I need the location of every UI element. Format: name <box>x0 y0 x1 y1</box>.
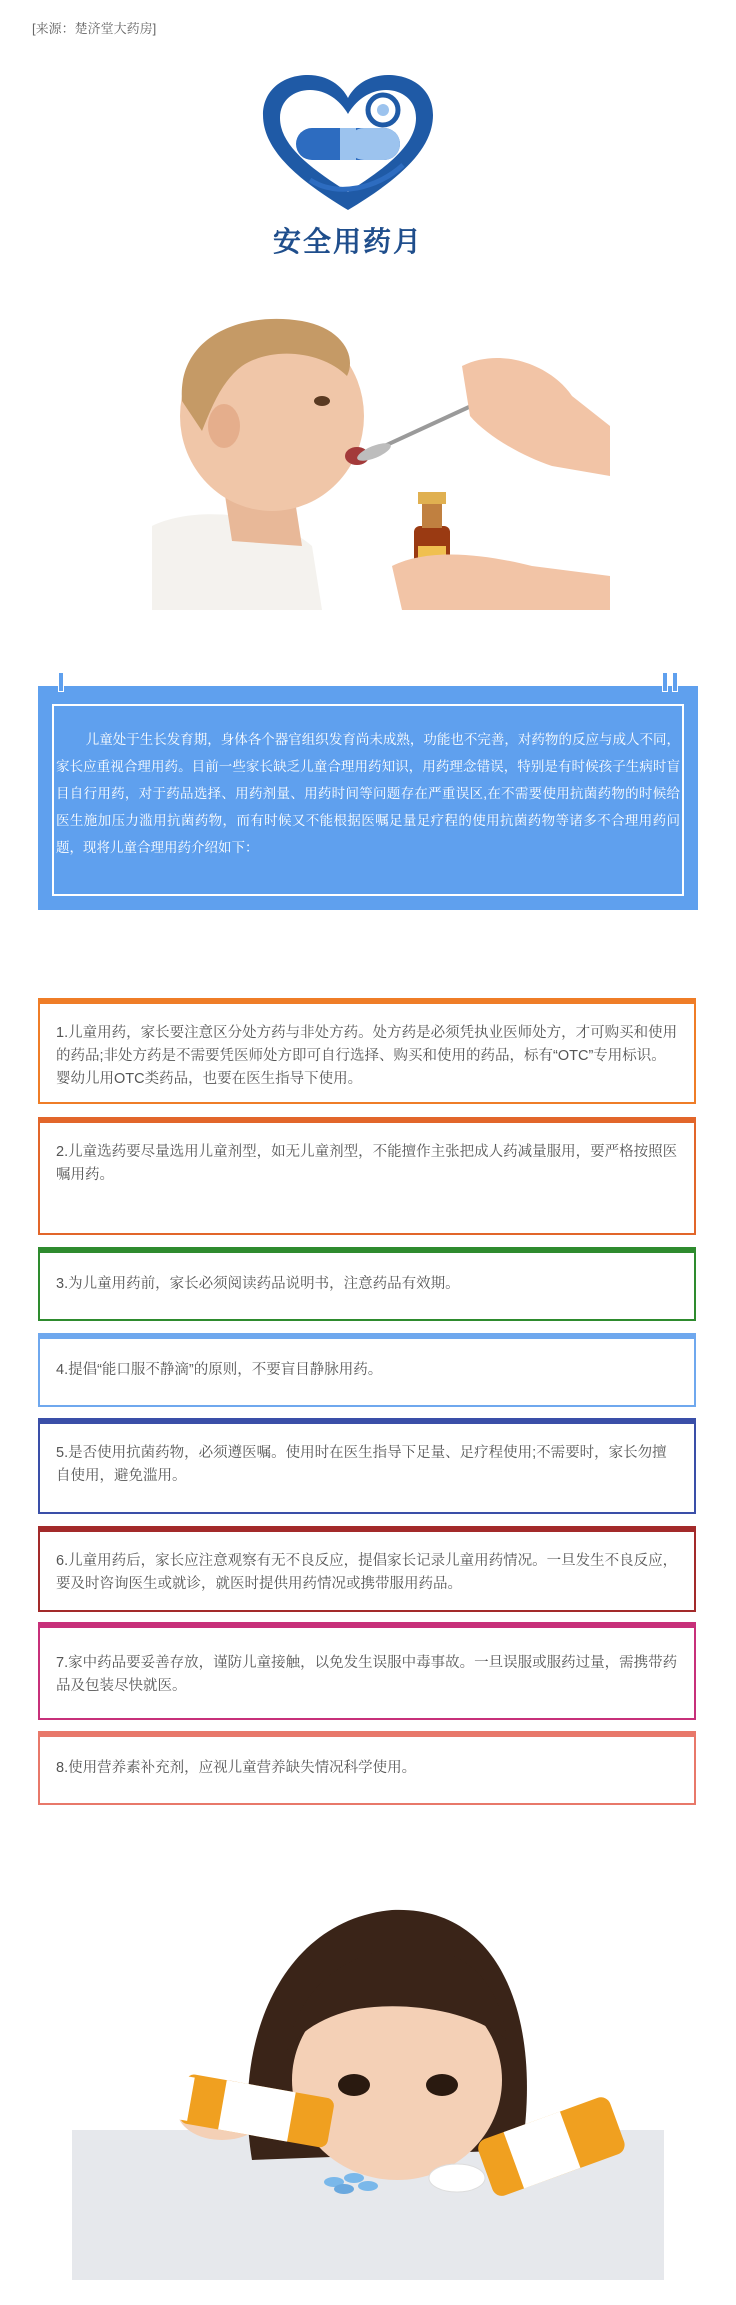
tip-item-8 <box>38 1731 696 1805</box>
girl-pills-photo <box>72 1880 664 2280</box>
tip-item-6 <box>38 1526 696 1612</box>
tip-item-5 <box>38 1418 696 1514</box>
tip-text-1: 1.儿童用药，家长要注意区分处方药与非处方药。处方药是必须凭执业医师处方，才可购买和使用的药品;非处方药是不需要凭医师处方即可自行选择、购买和使用的药品，标有“OTC”专用标识。婴幼儿用OTC类药品，也要在医生指导下使用。 <box>56 1025 678 1087</box>
safe-medication-logo <box>258 70 438 270</box>
intro-paragraph: 儿童处于生长发育期，身体各个器官组织发育尚未成熟，功能也不完善，对药物的反应与成人不同，家长应重视合理用药。目前一些家长缺乏儿童合理用药知识，用药理念错误，特别是有时候孩子生病时盲目自行用药，对于药品选择、用药剂量、用药时间等问题存在严重误区,在不需要使用抗菌药物的时候给医生施加压力滥用抗菌药物，而有时候又不能根据医嘱足量足疗程的使用抗菌药物等诸多不合理用药问题，现将儿童合理用药介绍如下： <box>56 732 680 855</box>
tip-text-6: 6.儿童用药后，家长应注意观察有无不良反应，提倡家长记录儿童用药情况。一旦发生不良反应，要及时咨询医生或就诊，就医时提供用药情况或携带服用药品。 <box>56 1553 678 1592</box>
logo-heart-icon <box>258 70 438 215</box>
tip-item-7 <box>38 1622 696 1720</box>
intro-tick-left <box>58 672 64 692</box>
intro-box <box>38 686 698 910</box>
tip-text-4: 4.提倡“能口服不静滴”的原则，不要盲目静脉用药。 <box>56 1362 383 1378</box>
tip-text-7: 7.家中药品要妥善存放，谨防儿童接触，以免发生误服中毒事故。一旦误服或服药过量，需携带药品及包装尽快就医。 <box>56 1655 678 1694</box>
child-medicine-photo <box>152 306 610 610</box>
tip-text-3: 3.为儿童用药前，家长必须阅读药品说明书，注意药品有效期。 <box>56 1276 460 1292</box>
tip-item-4 <box>38 1333 696 1407</box>
tip-text-8: 8.使用营养素补充剂，应视儿童营养缺失情况科学使用。 <box>56 1760 417 1776</box>
tip-text-2: 2.儿童选药要尽量选用儿童剂型，如无儿童剂型，不能擅作主张把成人药减量服用，要严格按照医嘱用药。 <box>56 1144 678 1183</box>
tip-item-1 <box>38 998 696 1104</box>
intro-tick-right-1 <box>662 672 668 692</box>
source-note: [来源：楚济堂大药房] <box>32 21 157 36</box>
logo-title: 安全用药月 <box>272 226 423 257</box>
tip-item-3 <box>38 1247 696 1321</box>
tip-item-2 <box>38 1117 696 1235</box>
tip-text-5: 5.是否使用抗菌药物，必须遵医嘱。使用时在医生指导下足量、足疗程使用;不需要时，家长勿擅自使用，避免滥用。 <box>56 1445 667 1484</box>
intro-tick-right-2 <box>672 672 678 692</box>
